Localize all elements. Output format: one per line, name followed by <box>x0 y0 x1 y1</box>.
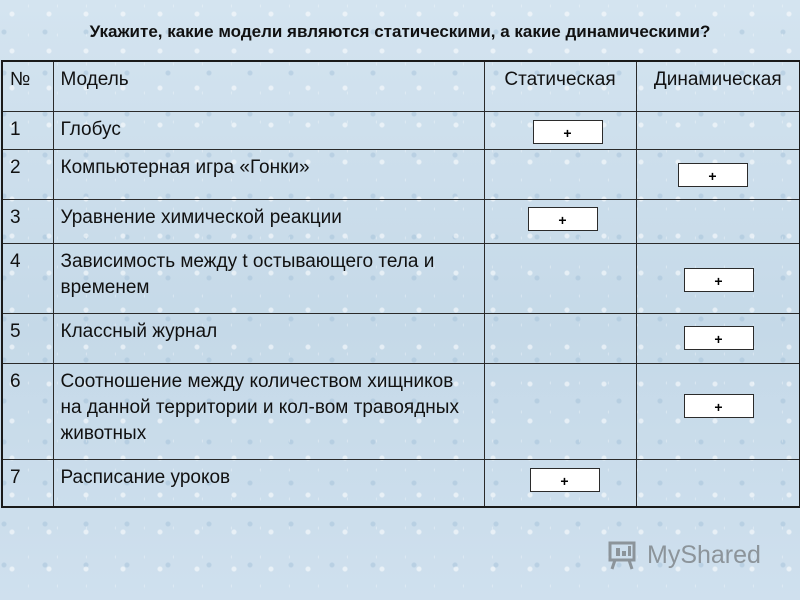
row-model-name: Глобус <box>53 111 484 149</box>
dynamic-cell <box>636 149 800 199</box>
dynamic-cell <box>636 199 800 243</box>
static-cell <box>484 459 636 507</box>
row-model-name: Зависимость между t остывающего тела и временем <box>53 243 484 313</box>
static-cell <box>484 243 636 313</box>
row-number: 7 <box>2 459 53 507</box>
dynamic-mark: + <box>678 163 748 187</box>
static-mark: + <box>530 468 600 492</box>
table-row <box>2 313 800 363</box>
row-number: 3 <box>2 199 53 243</box>
static-cell <box>484 363 636 459</box>
dynamic-cell <box>636 363 800 459</box>
row-number: 2 <box>2 149 53 199</box>
header-static: Статическая <box>484 61 636 111</box>
watermark <box>607 538 767 572</box>
dynamic-mark: + <box>684 326 754 350</box>
header-model: Модель <box>53 61 484 111</box>
row-model-name: Расписание уроков <box>53 459 484 507</box>
row-number: 5 <box>2 313 53 363</box>
table-row <box>2 363 800 459</box>
models-table <box>1 60 800 508</box>
table-row <box>2 111 800 149</box>
row-number: 1 <box>2 111 53 149</box>
row-model-name: Уравнение химической реакции <box>53 199 484 243</box>
dynamic-cell <box>636 243 800 313</box>
header-number: № <box>2 61 53 111</box>
row-number: 6 <box>2 363 53 459</box>
presentation-board-icon <box>607 539 641 571</box>
static-cell <box>484 149 636 199</box>
slide-title: Укажите, какие модели являются статическими, а какие динамическими? <box>89 22 711 41</box>
static-mark: + <box>528 207 598 231</box>
header-dynamic: Динамическая <box>636 61 800 111</box>
static-cell <box>484 199 636 243</box>
dynamic-mark: + <box>684 268 754 292</box>
row-model-name: Компьютерная игра «Гонки» <box>53 149 484 199</box>
table-row <box>2 459 800 507</box>
table-row <box>2 199 800 243</box>
dynamic-cell <box>636 459 800 507</box>
table-row <box>2 149 800 199</box>
table-header-row <box>2 61 800 111</box>
static-mark: + <box>533 120 603 144</box>
dynamic-cell <box>636 111 800 149</box>
row-model-name: Соотношение между количеством хищников на данной территории и кол-вом травоядных животных <box>53 363 484 459</box>
dynamic-mark: + <box>684 394 754 418</box>
static-cell <box>484 313 636 363</box>
table-row <box>2 243 800 313</box>
dynamic-cell <box>636 313 800 363</box>
row-model-name: Классный журнал <box>53 313 484 363</box>
row-number: 4 <box>2 243 53 313</box>
static-cell <box>484 111 636 149</box>
watermark-text: MyShared <box>647 541 761 569</box>
